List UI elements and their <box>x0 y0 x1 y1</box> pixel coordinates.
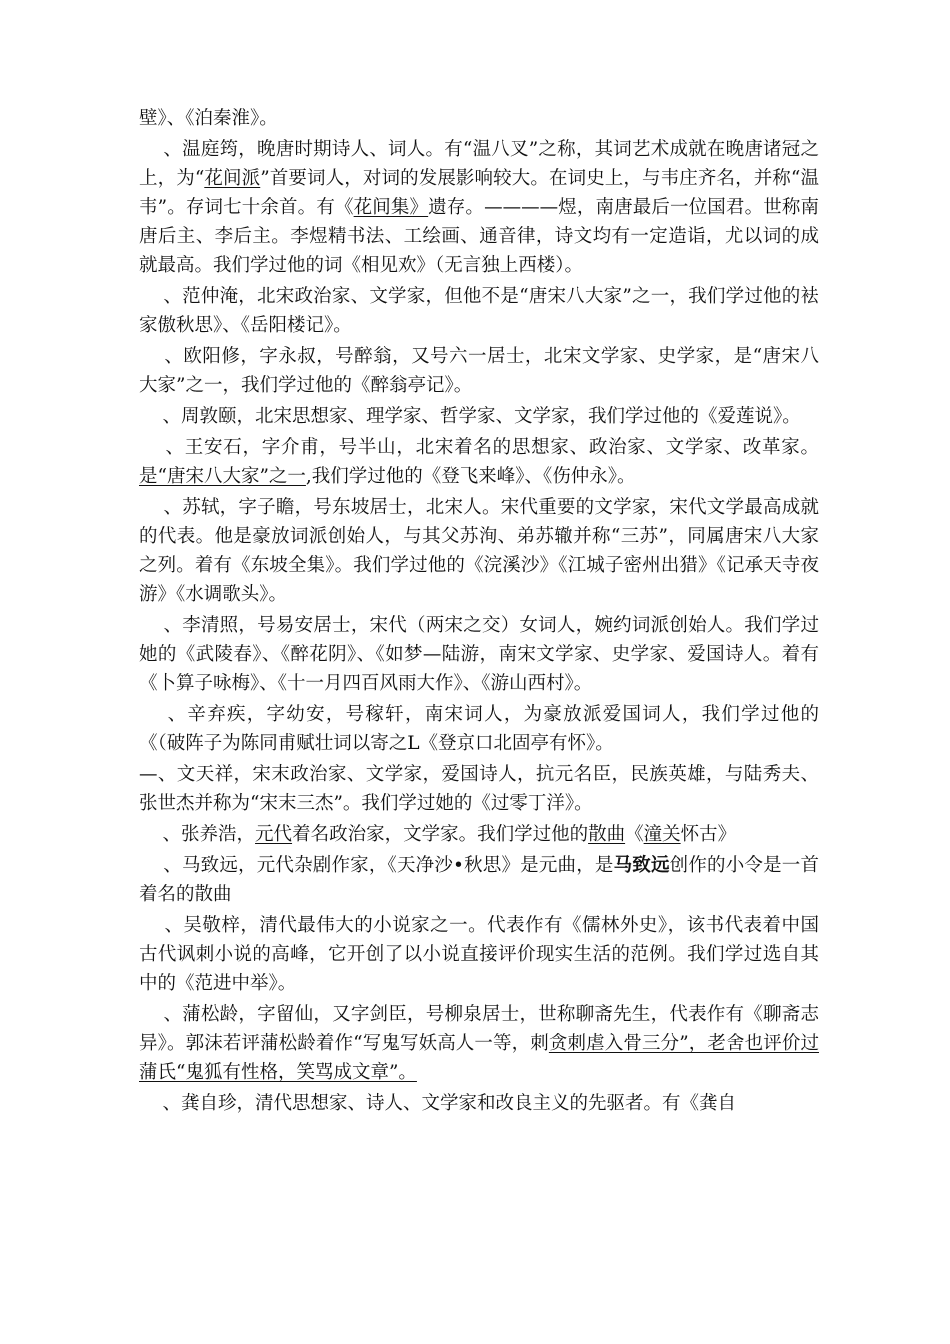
underlined-text: 散曲 <box>588 824 626 845</box>
text-run: 、温庭筠，晚唐时期诗人、词人。有“温八叉”之称，其词艺术成就在晚唐诸冠之上，为“ <box>139 139 819 189</box>
text-run: 、范仲淹，北宋政治家、文学家，但他不是“唐宋八大家”之一，我们学过他的袪家傲秋思》、《岳阳楼记》。 <box>139 286 819 336</box>
paragraph <box>139 433 819 491</box>
paragraph <box>139 700 819 758</box>
paragraph <box>139 104 819 133</box>
text-run: 遗存。————煜，南唐最后一位国君。世称南唐后主、李后主。李煜精书法、工绘画、通音律，诗文均有一定造诣，尤以词的成就最高。我们学过他的词《相见欢》（无言独上西楼）。 <box>139 197 819 276</box>
text-run: 、李清照，号易安居士，宋代（两宋之交）女词人，婉约词派创始人。我们学过她的《武陵春》、《醉花阴》、《如梦—陆游，南宋文学家、史学家、爱国诗人。着有《卜算子咏梅》、《十一月四百风雨大作》、《游山西村》。 <box>139 615 819 694</box>
text-run: 创作的小令是一首着名的散曲 <box>139 855 819 905</box>
text-run: 、苏轼，字子瞻，号东坡居士，北宋人。宋代重要的文学家，宋代文学最高成就的代表。他是豪放词派创始人，与其父苏洵、弟苏辙并称“三苏”，同属唐宋八大家之列。着有《东坡全集》。我们学过他的《浣溪沙》《江城子密州出猎》《记承天寺夜游》《水调歌头》。 <box>139 497 819 605</box>
text-run: 怀古》 <box>680 824 737 845</box>
paragraph <box>139 820 819 849</box>
underlined-text: 是“唐宋八大家”之一 <box>139 466 306 487</box>
text-run: 壁》、《泊秦淮》。 <box>139 108 278 129</box>
bold-text: 马致远 <box>613 855 670 876</box>
paragraph <box>139 402 819 431</box>
text-run: 、吴敬梓，清代最伟大的小说家之一。代表作有《儒林外史》，该书代表着中国古代讽刺小说的高峰，它开创了以小说直接评价现实生活的范例。我们学过选自其中的《范进中举》。 <box>139 915 819 994</box>
text-run: 着名政治家，文学家。我们学过他的 <box>292 824 589 845</box>
text-run: 、辛弃疾，字幼安，号稼轩，南宋词人，为豪放派爱国词人，我们学过他的《（破阵子为陈同甫赋壮词以寄之L《登京口北固亭有怀》。 <box>139 704 819 754</box>
underlined-text: 元代 <box>255 824 293 845</box>
document-page <box>139 104 819 1118</box>
paragraph <box>139 282 819 340</box>
paragraph <box>139 851 819 909</box>
paragraph <box>139 1089 819 1118</box>
paragraph <box>139 342 819 400</box>
text-run: —、文天祥，宋末政治家、文学家，爱国诗人，抗元名臣，民族英雄，与陆秀夫、张世杰并称为“宋末三杰”。我们学过她的《过零丁洋》。 <box>139 764 819 814</box>
text-run: 、蒲松龄，字留仙，又字剑臣，号柳泉居士，世称聊斋先生，代表作有《聊斋志异》。郭沫若评蒲松龄着作“写鬼写妖高人一等，刺 <box>139 1004 819 1054</box>
text-run: 、龚自珍，清代思想家、诗人、文学家和改良主义的先驱者。有《龚自 <box>139 1093 737 1114</box>
underlined-text: 花间集》 <box>353 197 429 218</box>
text-run: 、张养浩， <box>139 824 256 845</box>
text-run: 、周敦颐，北宋思想家、理学家、哲学家、文学家，我们学过他的《爱莲说》。 <box>139 406 801 427</box>
text-run: 《 <box>625 824 644 845</box>
paragraph <box>139 493 819 609</box>
text-run: 、欧阳修，字永叔，号醉翁，又号六一居士，北宋文学家、史学家，是“唐宋八大家”之一，我们学过他的《醉翁亭记》。 <box>139 346 819 396</box>
paragraph <box>139 1000 819 1087</box>
paragraph <box>139 135 819 280</box>
text-run: 、马致远，元代杂剧作家，《天净沙•秋思》是元曲，是 <box>139 855 614 876</box>
text-run: ,我们学过他的《登飞来峰》、《伤仲永》。 <box>305 466 636 487</box>
text-run: 、王安石，字介甫，号半山，北宋着名的思想家、政治家、文学家、改革家。 <box>139 437 819 458</box>
paragraph <box>139 911 819 998</box>
underlined-text: 潼关 <box>643 824 681 845</box>
underlined-text: 花间派 <box>204 168 261 189</box>
paragraph <box>139 611 819 698</box>
paragraph <box>139 760 819 818</box>
text-run: ”首要词人，对词的发展影响较大。在词史上，与韦庄齐名，并称“温韦”。存词七十余首。有《 <box>139 168 819 218</box>
underlined-text: 贪刺虐入骨三分”，老舍也评价过蒲氏“鬼狐有性格，笑骂成文章”。 <box>139 1033 819 1083</box>
